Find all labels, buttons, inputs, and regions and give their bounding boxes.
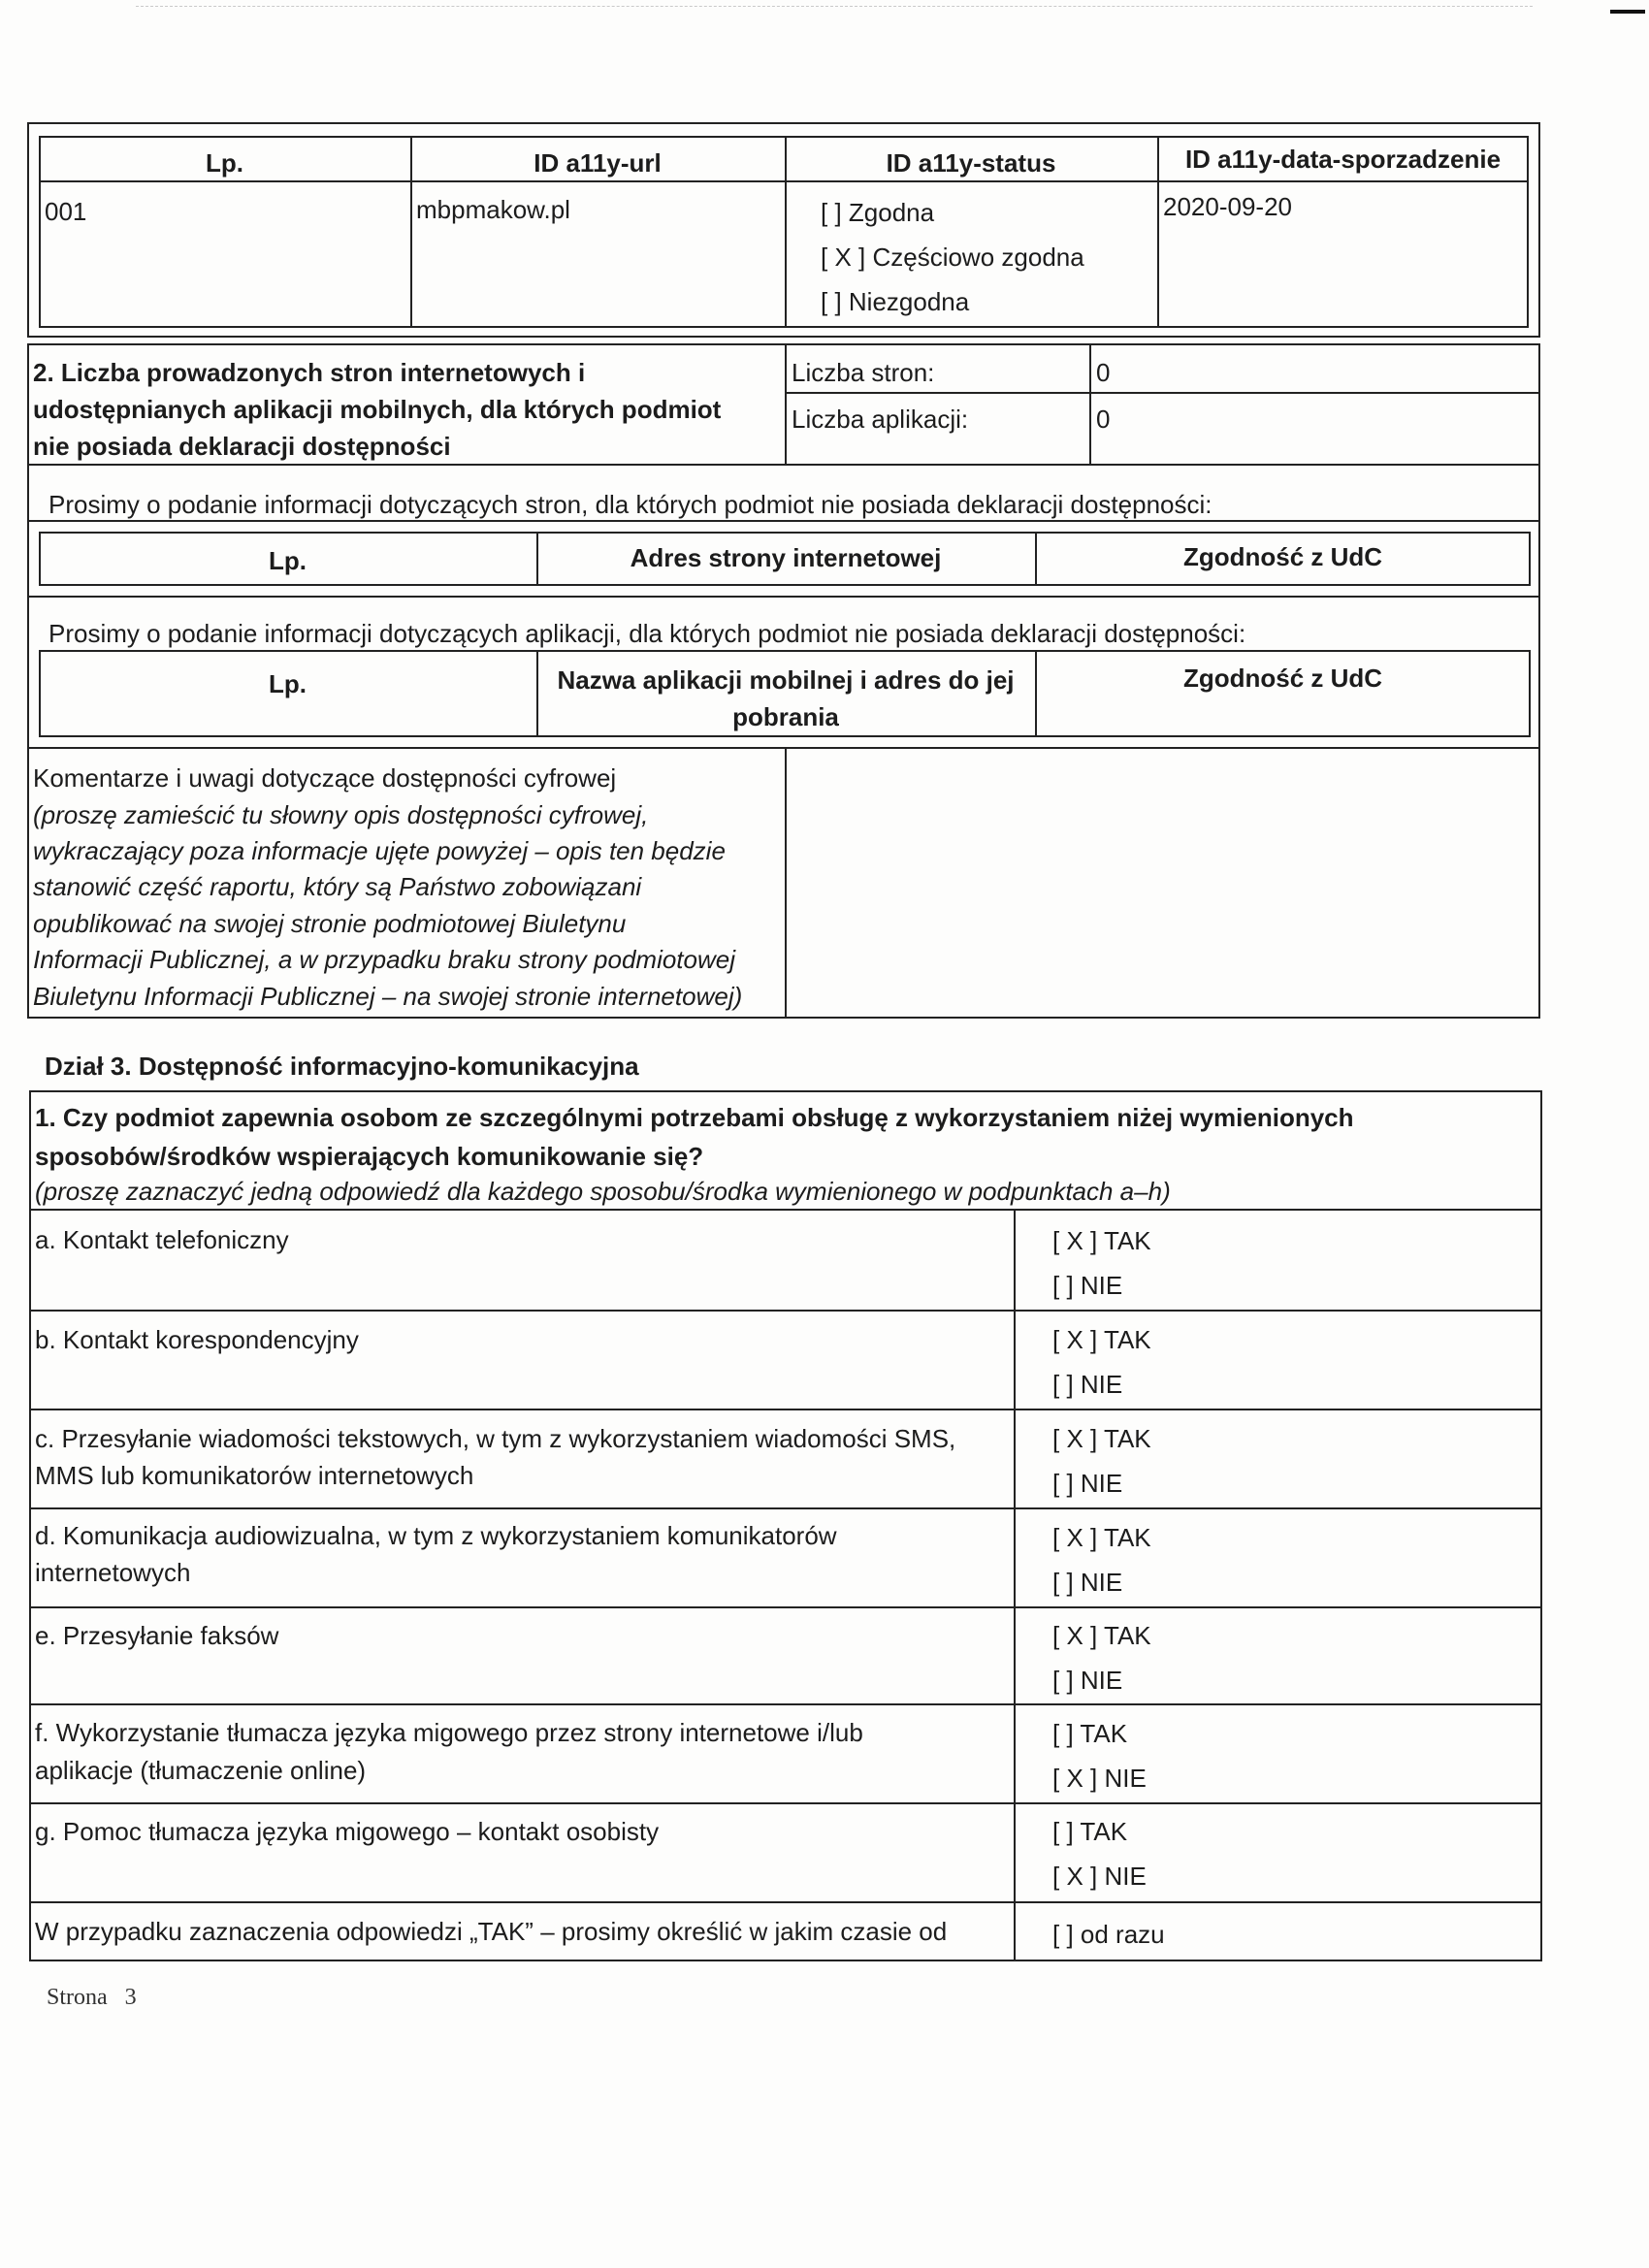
item-d-label-line2: internetowych: [35, 1558, 191, 1587]
apps-count-label: Liczba aplikacji:: [792, 405, 969, 434]
row-url: mbpmakow.pl: [416, 195, 570, 224]
pages-count-label: Liczba stron:: [792, 358, 935, 387]
status-option-czesciowo: [ X ] Częściowo zgodna: [821, 243, 1084, 272]
scan-edge: [136, 6, 1533, 7]
apps-header-lp: Lp.: [269, 669, 307, 698]
item-g-yes: [ ] TAK: [1052, 1817, 1128, 1846]
question-line1: 1. Czy podmiot zapewnia osobom ze szczególnymi potrzebami obsługę z wykorzystaniem niżej wymienionych: [35, 1103, 1354, 1132]
comments-hint-line1: (proszę zamieścić tu słowny opis dostępności cyfrowej,: [33, 800, 649, 829]
item-c-no: [ ] NIE: [1052, 1469, 1123, 1498]
pages-count-value: 0: [1096, 358, 1111, 387]
item-b-label: b. Kontakt korespondencyjny: [35, 1325, 359, 1354]
scan-mark: [1610, 10, 1645, 14]
header-status: ID a11y-status: [886, 148, 1056, 178]
page-footer: [47, 1985, 137, 2011]
apps-header-name-line1: Nazwa aplikacji mobilnej i adres do jej: [557, 665, 1015, 695]
item-b-no: [ ] NIE: [1052, 1370, 1123, 1399]
header-lp: Lp.: [206, 148, 243, 178]
item-d-no: [ ] NIE: [1052, 1568, 1123, 1597]
item-d-label-line1: d. Komunikacja audiowizualna, w tym z wykorzystaniem komunikatorów: [35, 1521, 837, 1550]
footer-page-number: 3: [124, 1985, 137, 2010]
footer-label: Strona: [47, 1985, 108, 2010]
item-b-yes: [ X ] TAK: [1052, 1325, 1151, 1354]
comments-hint-line3: stanowić część raportu, który są Państwo zobowiązani: [33, 872, 642, 901]
item-g-label: g. Pomoc tłumacza języka migowego – kontakt osobisty: [35, 1817, 660, 1846]
item-f-label-line2: aplikacje (tłumaczenie online): [35, 1756, 367, 1785]
item-a-yes: [ X ] TAK: [1052, 1226, 1151, 1255]
section3-heading: Dział 3. Dostępność informacyjno-komunikacyjna: [45, 1052, 639, 1081]
item-c-label-line2: MMS lub komunikatorów internetowych: [35, 1461, 474, 1490]
header-url: ID a11y-url: [534, 148, 662, 178]
section2-title-line1: 2. Liczba prowadzonych stron internetowych i: [33, 358, 586, 387]
question-hint: (proszę zaznaczyć jedną odpowiedź dla każdego sposobu/środka wymienionego w podpunktach a–h): [35, 1177, 1171, 1206]
pages-request-text: Prosimy o podanie informacji dotyczących stron, dla których podmiot nie posiada deklaracji dostępności:: [48, 490, 1212, 519]
pages-header-address: Adres strony internetowej: [630, 543, 942, 572]
pages-header-compliance: Zgodność z UdC: [1182, 542, 1383, 571]
status-option-zgodna: [ ] Zgodna: [821, 198, 935, 227]
comments-label: Komentarze i uwagi dotyczące dostępności cyfrowej: [33, 763, 617, 793]
item-c-label-line1: c. Przesyłanie wiadomości tekstowych, w tym z wykorzystaniem wiadomości SMS,: [35, 1424, 956, 1453]
item-c-yes: [ X ] TAK: [1052, 1424, 1151, 1453]
comments-hint-line5: Informacji Publicznej, a w przypadku braku strony podmiotowej: [33, 945, 736, 974]
item-f-yes: [ ] TAK: [1052, 1719, 1128, 1748]
apps-count-value: 0: [1096, 405, 1111, 434]
comments-hint-line4: opublikować na swojej stronie podmiotowej Biuletynu: [33, 909, 627, 938]
section2-title-line2: udostępnianych aplikacji mobilnych, dla których podmiot: [33, 395, 722, 424]
item-e-label: e. Przesyłanie faksów: [35, 1621, 279, 1650]
item-g-no: [ X ] NIE: [1052, 1862, 1147, 1891]
item-a-label: a. Kontakt telefoniczny: [35, 1225, 289, 1254]
comments-hint-line2: wykraczający poza informacje ujęte powyżej – opis ten będzie: [33, 836, 726, 865]
row-lp: 001: [45, 197, 87, 226]
question-line2: sposobów/środków wspierających komunikowanie się?: [35, 1142, 704, 1171]
item-d-yes: [ X ] TAK: [1052, 1523, 1151, 1552]
item-e-no: [ ] NIE: [1052, 1666, 1123, 1695]
status-option-niezgodna: [ ] Niezgodna: [821, 287, 970, 316]
item-f-label-line1: f. Wykorzystanie tłumacza języka migowego przez strony internetowe i/lub: [35, 1718, 863, 1747]
item-a-no: [ ] NIE: [1052, 1271, 1123, 1300]
header-date: ID a11y-data-sporzadzenie: [1184, 145, 1502, 174]
apps-header-name-line2: pobrania: [732, 702, 839, 731]
row-date: 2020-09-20: [1163, 192, 1292, 221]
section2-title-line3: nie posiada deklaracji dostępności: [33, 432, 451, 461]
last-row-option: [ ] od razu: [1052, 1920, 1165, 1949]
pages-header-lp: Lp.: [269, 546, 307, 575]
comments-hint-line6: Biuletynu Informacji Publicznej – na swojej stronie internetowej): [33, 982, 743, 1011]
apps-header-compliance: Zgodność z UdC: [1182, 664, 1383, 693]
apps-request-text: Prosimy o podanie informacji dotyczących aplikacji, dla których podmiot nie posiada deklaracji dostępności:: [48, 619, 1246, 648]
item-f-no: [ X ] NIE: [1052, 1764, 1147, 1793]
item-e-yes: [ X ] TAK: [1052, 1621, 1151, 1650]
last-row-text: W przypadku zaznaczenia odpowiedzi „TAK” – prosimy określić w jakim czasie od: [35, 1917, 948, 1946]
